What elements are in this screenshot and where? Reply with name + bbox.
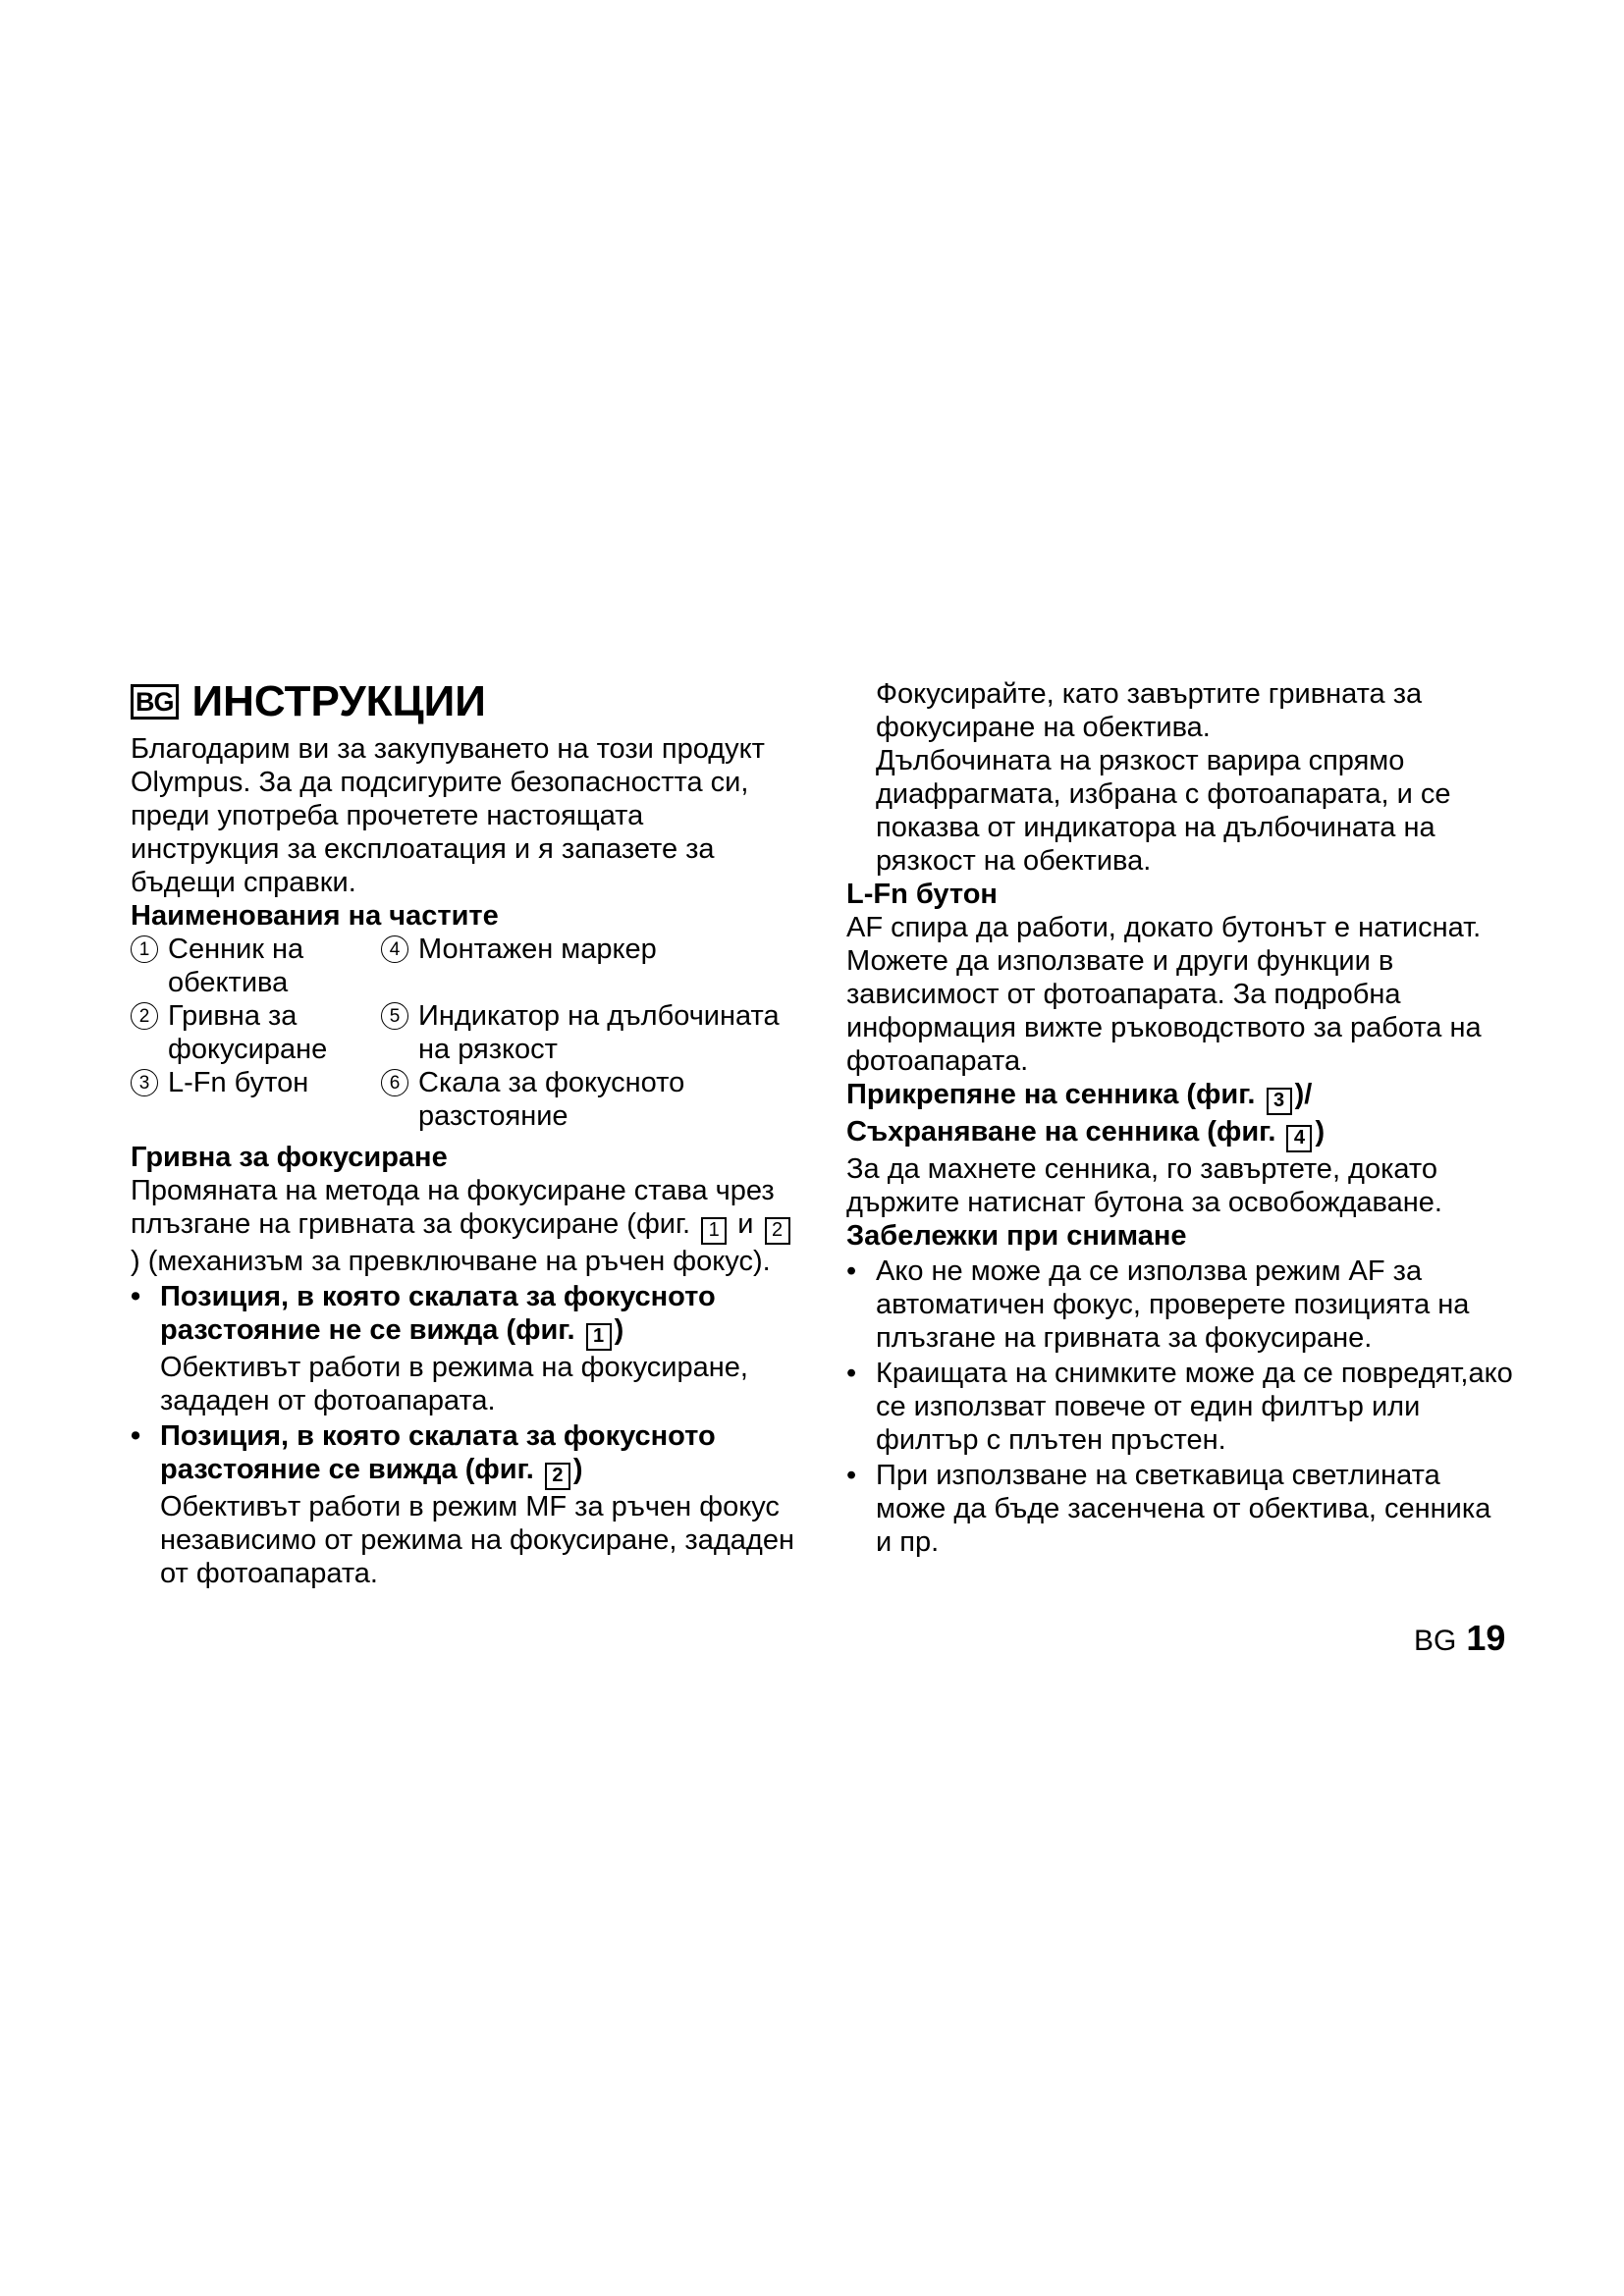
hood-heading: Прикрепяне на сенника (фиг. 3 )/ Съхраняване на сенника (фиг. 4 )	[846, 1078, 1514, 1152]
page-footer	[1414, 1618, 1506, 1658]
bullet-icon: •	[846, 1358, 857, 1389]
notes-heading: Забележки при снимане	[846, 1220, 1187, 1252]
part-item: 6 Скала за фокусното разстояние	[381, 1066, 793, 1133]
part-item: 3 L-Fn бутон	[131, 1066, 381, 1133]
title-text: ИНСТРУКЦИИ	[191, 677, 486, 725]
figure-2-icon: 2	[545, 1463, 570, 1490]
number-circle-icon: 6	[381, 1069, 408, 1096]
list-item: • При използване на светкавица светлината може да бъде засенчена от обектива, сенника и пр.	[846, 1460, 1491, 1558]
bullet-title: Позиция, в която скалата за фокусното разстояние не се вижда (фиг. 1 )	[160, 1280, 798, 1351]
bullet-title: Позиция, в която скалата за фокусното разстояние се вижда (фиг. 2 )	[160, 1419, 798, 1490]
part-item: 1 Сенник на обектива	[131, 933, 381, 999]
bullet-icon: •	[131, 1281, 141, 1312]
bullet-position-visible	[131, 1419, 798, 1590]
lfn-text: AF спира да работи, докато бутонът е натиснат. Можете да използвате и други функции в зависимост от фотоапарата. За подробна информация вижте ръководството за работа на фотоапарата.	[846, 912, 1482, 1077]
figure-1-icon: 1	[701, 1217, 727, 1245]
bullet-text: Обективът работи в режим MF за ръчен фокус независимо от режима на фокусиране, зададен от фотоапарата.	[160, 1491, 794, 1589]
figure-1-icon: 1	[586, 1323, 612, 1351]
hood-text: За да махнете сенника, го завъртете, докато държите натиснат бутона за освобождаване.	[846, 1153, 1442, 1218]
bullet-icon: •	[131, 1420, 141, 1452]
right-column	[846, 677, 1514, 1559]
number-circle-icon: 3	[131, 1069, 158, 1096]
figure-2-icon: 2	[765, 1217, 790, 1245]
bullet-position-hidden	[131, 1280, 798, 1417]
bullet-text: Обективът работи в режима на фокусиране, зададен от фотоапарата.	[160, 1352, 748, 1416]
figure-4-icon: 4	[1286, 1125, 1312, 1152]
number-circle-icon: 1	[131, 935, 158, 963]
language-badge: BG	[131, 684, 179, 720]
bullet-icon: •	[846, 1255, 857, 1287]
focus-ring-heading: Гривна за фокусиране	[131, 1142, 448, 1173]
bullet-icon: •	[846, 1460, 857, 1491]
footer-language: BG	[1414, 1625, 1457, 1657]
focus-ring-text: Промяната на метода на фокусиране става чрез плъзгане на гривната за фокусиране (фиг. 1 и 2) (механизъм за превключване на ръчен фокус).	[131, 1174, 798, 1278]
figure-3-icon: 3	[1267, 1088, 1292, 1115]
part-item: 4 Монтажен маркер	[381, 933, 793, 999]
lfn-heading: L-Fn бутон	[846, 879, 998, 910]
parts-heading: Наименования на частите	[131, 900, 499, 932]
number-circle-icon: 4	[381, 935, 408, 963]
part-item: 5 Индикатор на дълбочината на рязкост	[381, 999, 793, 1066]
part-item: 2 Гривна за фокусиране	[131, 999, 381, 1066]
number-circle-icon: 2	[131, 1002, 158, 1030]
left-column	[131, 677, 798, 1590]
number-circle-icon: 5	[381, 1002, 408, 1030]
depth-of-field-text: Дълбочината на рязкост варира спрямо диафрагмата, избрана с фотоапарата, и се показва от индикатора на дълбочината на рязкост на обектива.	[876, 745, 1451, 877]
focus-instruction: Фокусирайте, като завъртите гривната за фокусиране на обектива.	[876, 678, 1423, 743]
page-title	[131, 677, 798, 726]
parts-list	[131, 933, 798, 1133]
list-item: • Краищата на снимките може да се повредят,ако се използват повече от един филтър или филтър с плътен пръстен.	[846, 1358, 1513, 1456]
page-number: 19	[1466, 1618, 1506, 1658]
list-item: • Ако не може да се използва режим AF за автоматичен фокус, проверете позицията на плъзгане на гривната за фокусиране.	[846, 1255, 1470, 1354]
intro-paragraph: Благодарим ви за закупуването на този продукт Olympus. За да подсигурите безопасността си, преди употреба прочетете настоящата инструкция за експлоатация и я запазете за бъдещи справки.	[131, 733, 765, 898]
